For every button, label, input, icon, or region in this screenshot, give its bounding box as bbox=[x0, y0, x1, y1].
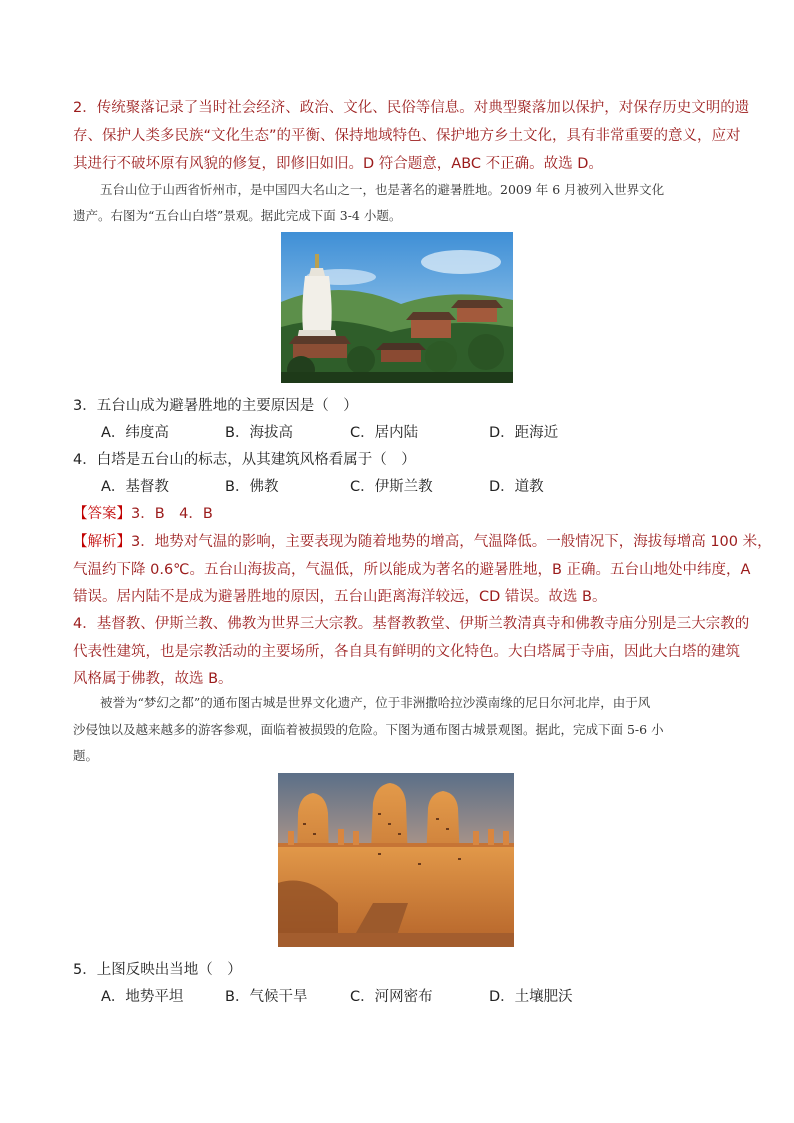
wutai-intro-line-1: 五台山位于山西省忻州市，是中国四大名山之一，也是著名的避暑胜地。2009 年 6 月被列入世界文化 bbox=[100, 182, 665, 197]
analysis-line-6: 风格属于佛教，故选 B。 bbox=[73, 671, 233, 687]
q4-option-a[interactable]: A．基督教 bbox=[101, 479, 169, 495]
answer-tag: 【答案】 bbox=[73, 506, 131, 522]
q4-option-b[interactable]: B．佛教 bbox=[225, 479, 279, 495]
timbuktu-intro-line-1: 被誉为“梦幻之都”的通布图古城是世界文化遗产，位于非洲撒哈拉沙漠南缘的尼日尔河北岸，由于风 bbox=[100, 695, 651, 710]
q3-option-a[interactable]: A．纬度高 bbox=[101, 425, 169, 441]
analysis-tag: 【解析】 bbox=[73, 534, 131, 550]
timbuktu-mud-mosque-photo bbox=[278, 773, 514, 947]
timbuktu-intro-line-3: 题。 bbox=[73, 748, 99, 763]
q3-option-d[interactable]: D．距海近 bbox=[489, 425, 559, 441]
analysis-line-5: 代表性建筑，也是宗教活动的主要场所，各自具有鲜明的文化特色。大白塔属于寺庙，因此大白塔的建筑 bbox=[73, 644, 740, 660]
q5-option-d[interactable]: D．土壤肥沃 bbox=[489, 989, 573, 1005]
timbuktu-intro-line-2: 沙侵蚀以及越来越多的游客参观，面临着被损毁的危险。下图为通布图古城景观图。据此，完成下面 5-6 小 bbox=[73, 722, 664, 737]
analysis-line-1 bbox=[73, 530, 772, 551]
wutai-intro-line-2: 遗产。右图为“五台山白塔”景观。据此完成下面 3-4 小题。 bbox=[73, 208, 402, 223]
q2-explanation-line-2: 存、保护人类多民族“文化生态”的平衡、保持地域特色、保护地方乡土文化，具有非常重要的意义，应对 bbox=[73, 128, 741, 144]
analysis-line-4: 4．基督教、伊斯兰教、佛教为世界三大宗教。基督教教堂、伊斯兰教清真寺和佛教寺庙分别是三大宗教的 bbox=[73, 616, 750, 632]
answer-text: 3．B 4．B bbox=[131, 506, 213, 522]
question-4-stem: 4．白塔是五台山的标志，从其建筑风格看属于（ ） bbox=[73, 452, 416, 468]
question-3-stem: 3．五台山成为避暑胜地的主要原因是（ ） bbox=[73, 398, 358, 414]
q3-option-c[interactable]: C．居内陆 bbox=[350, 425, 419, 441]
q2-explanation-line-1: 2．传统聚落记录了当时社会经济、政治、文化、民俗等信息。对典型聚落加以保护，对保存历史文明的遗 bbox=[73, 100, 750, 116]
analysis-line-3: 错误。居内陆不是成为避暑胜地的原因，五台山距离海洋较远，CD 错误。故选 B。 bbox=[73, 589, 607, 605]
wutai-white-pagoda-photo bbox=[281, 232, 513, 383]
q5-option-c[interactable]: C．河网密布 bbox=[350, 989, 433, 1005]
analysis-line-2: 气温约下降 0.6℃。五台山海拔高，气温低，所以能成为著名的避暑胜地，B 正确。五台山地处中纬度，A bbox=[73, 562, 751, 578]
answer-line bbox=[73, 502, 213, 523]
analysis-first: 3．地势对气温的影响，主要表现为随着地势的增高，气温降低。一般情况下，海拔每增高 100 米， bbox=[131, 534, 772, 550]
q3-option-b[interactable]: B．海拔高 bbox=[225, 425, 293, 441]
q4-option-d[interactable]: D．道教 bbox=[489, 479, 544, 495]
question-5-stem: 5．上图反映出当地（ ） bbox=[73, 962, 242, 978]
q5-option-b[interactable]: B．气候干旱 bbox=[225, 989, 308, 1005]
q2-explanation-line-3: 其进行不破坏原有风貌的修复，即修旧如旧。D 符合题意，ABC 不正确。故选 D。 bbox=[73, 156, 603, 172]
q5-option-a[interactable]: A．地势平坦 bbox=[101, 989, 184, 1005]
q4-option-c[interactable]: C．伊斯兰教 bbox=[350, 479, 433, 495]
